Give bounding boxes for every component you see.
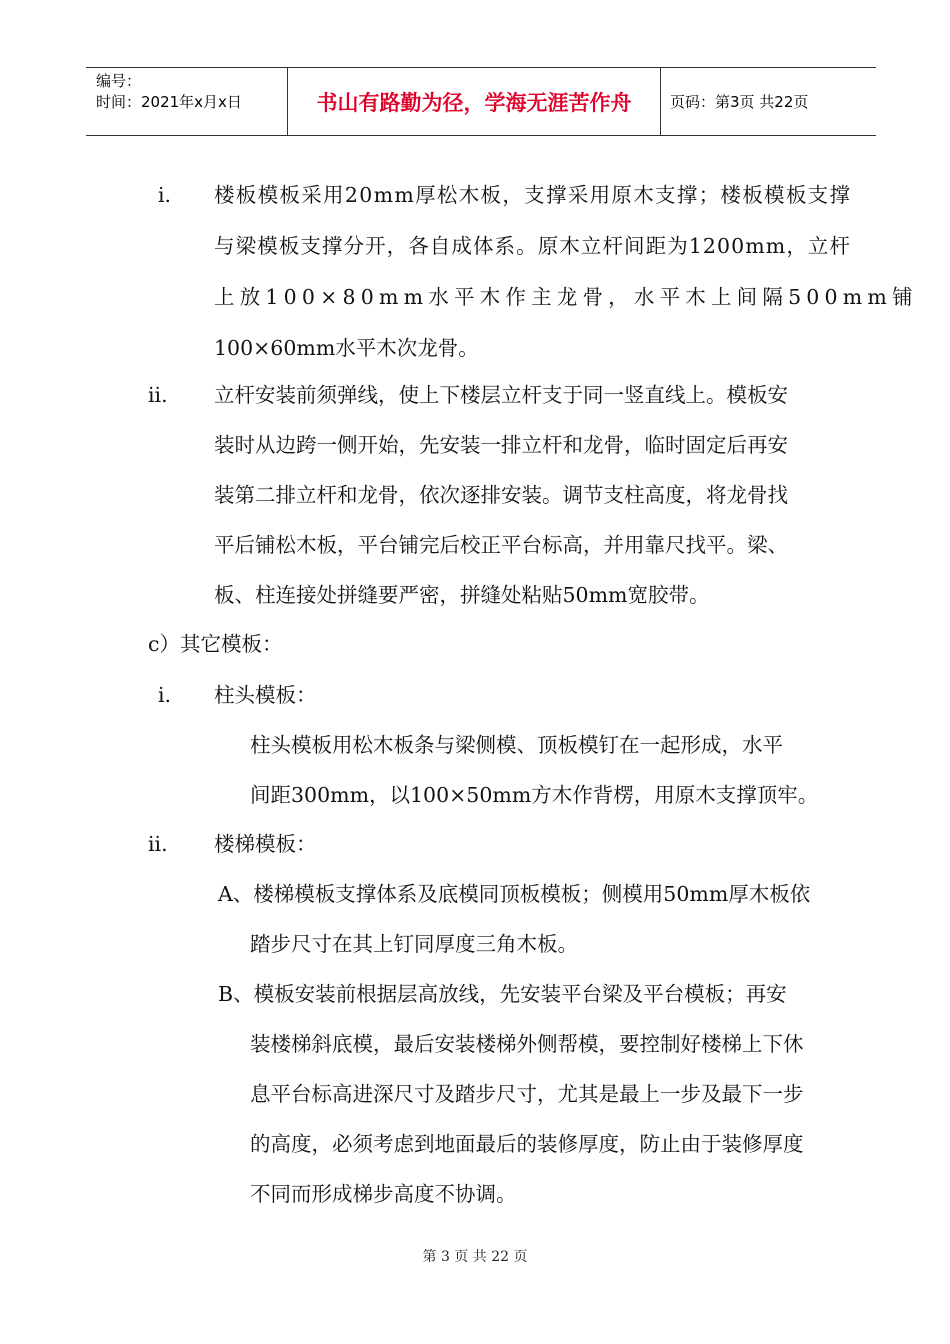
header-motto: 书山有路勤为径，学海无涯苦作舟 xyxy=(316,90,632,115)
paragraph-line: 100×60mm水平木次龙骨。 xyxy=(214,336,479,360)
text-run: 楼板模板采用20mm厚松木板，支撑采用原木支撑；楼板模板支撑 xyxy=(214,183,852,207)
subsection-title: 楼梯模板： xyxy=(214,832,317,856)
header-divider xyxy=(660,68,661,135)
document-number-label: 编号： xyxy=(96,72,142,90)
header-page-info: 页码：第3页 共22页 xyxy=(670,93,809,111)
paragraph-line xyxy=(214,233,850,259)
header-meta xyxy=(96,71,286,113)
document-time-label: 时间：2021年x月x日 xyxy=(96,93,242,111)
list-marker: i. xyxy=(158,683,172,707)
paragraph-line: 间距300mm，以100×50mm方木作背楞，用原木支撑顶牢。 xyxy=(250,783,819,807)
list-marker: ii. xyxy=(148,383,168,407)
list-marker: ii. xyxy=(148,832,168,856)
page-footer: 第 3 页 共 22 页 xyxy=(422,1249,528,1265)
paragraph-line: 踏步尺寸在其上钉同厚度三角木板。 xyxy=(250,932,578,956)
paragraph-line: 装楼梯斜底模，最后安装楼梯外侧帮模，要控制好楼梯上下休 xyxy=(250,1032,804,1056)
page-header xyxy=(86,67,876,136)
paragraph-line: 上放100×80mm水平木作主龙骨，水平木上间隔500mm铺 xyxy=(214,285,918,309)
list-marker: i. xyxy=(158,183,172,207)
paragraph-line: A、楼梯模板支撑体系及底模同顶板模板；侧模用50mm厚木板依 xyxy=(218,882,811,906)
paragraph-line xyxy=(214,182,850,208)
paragraph-line: 柱头模板用松木板条与梁侧模、顶板模钉在一起形成，水平 xyxy=(250,733,783,757)
section-heading: c）其它模板： xyxy=(148,632,283,656)
paragraph-line: 装时从边跨一侧开始，先安装一排立杆和龙骨，临时固定后再安 xyxy=(214,433,788,457)
paragraph-line: 的高度，必须考虑到地面最后的装修厚度，防止由于装修厚度 xyxy=(250,1132,804,1156)
paragraph-line: 立杆安装前须弹线，使上下楼层立杆支于同一竖直线上。模板安 xyxy=(214,383,788,407)
subsection-title: 柱头模板： xyxy=(214,683,317,707)
paragraph-line: B、模板安装前根据层高放线，先安装平台梁及平台模板；再安 xyxy=(218,982,787,1006)
paragraph-line: 板、柱连接处拼缝要严密，拼缝处粘贴50mm宽胶带。 xyxy=(214,583,710,607)
paragraph-line: 装第二排立杆和龙骨，依次逐排安装。调节支柱高度，将龙骨找 xyxy=(214,483,788,507)
text-run: 与梁模板支撑分开，各自成体系。原木立杆间距为1200mm，立杆 xyxy=(214,234,852,258)
paragraph-line: 不同而形成梯步高度不协调。 xyxy=(250,1182,517,1206)
paragraph-line: 息平台标高进深尺寸及踏步尺寸，尤其是最上一步及最下一步 xyxy=(250,1082,804,1106)
paragraph-line: 平后铺松木板，平台铺完后校正平台标高，并用靠尺找平。梁、 xyxy=(214,533,788,557)
